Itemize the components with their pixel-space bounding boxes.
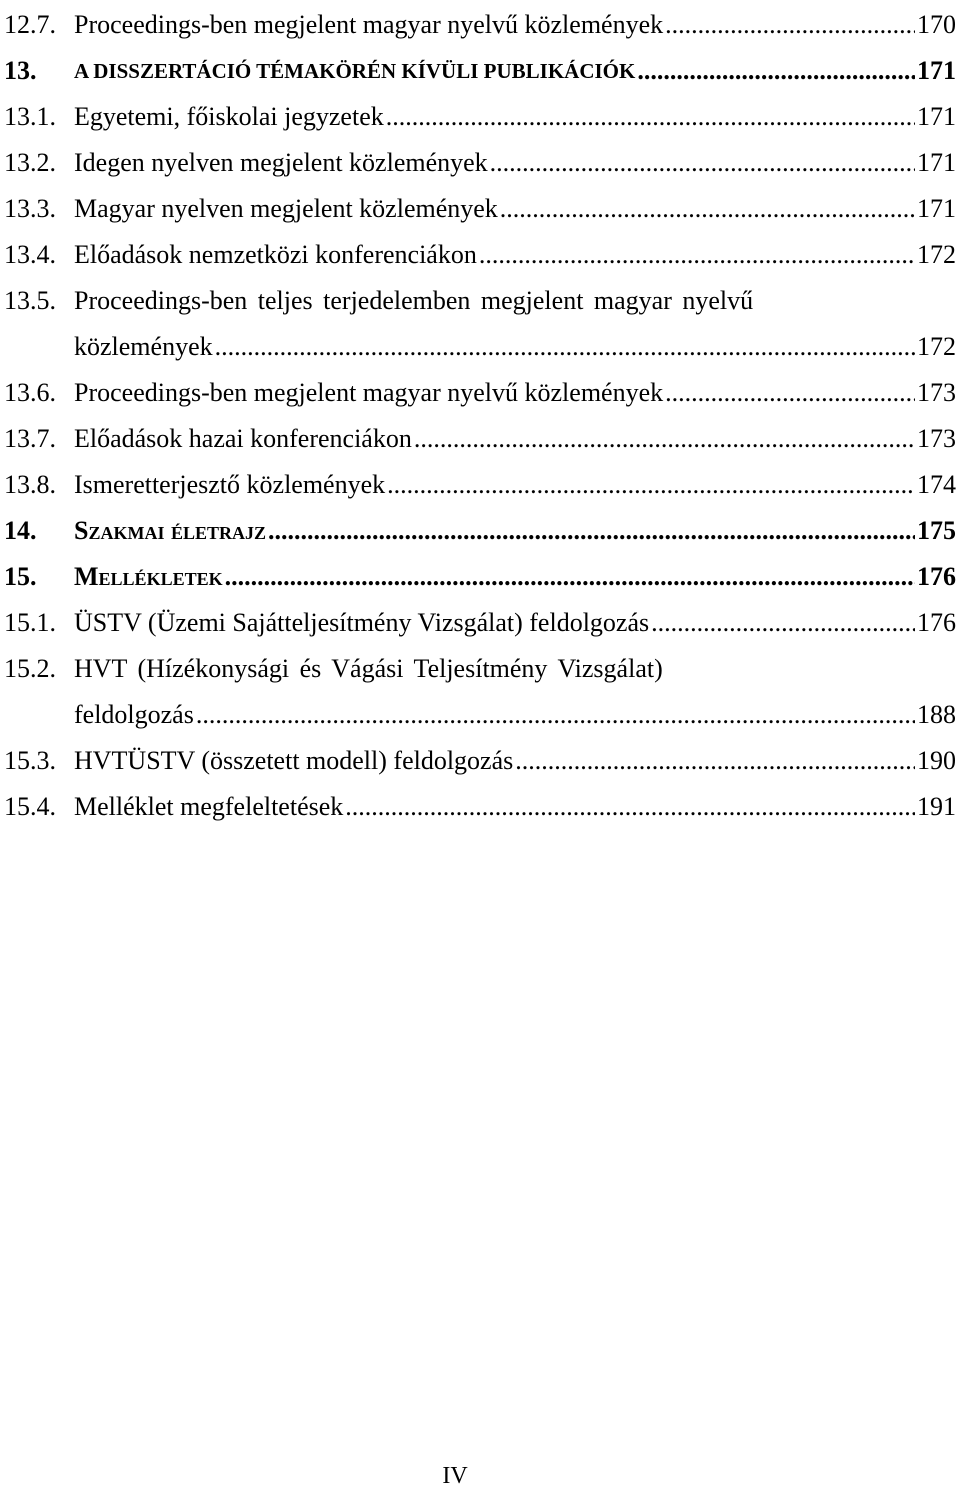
toc-chapter-entry[interactable] xyxy=(4,552,956,598)
toc-entry[interactable] xyxy=(4,184,956,230)
dot-leader xyxy=(665,378,915,408)
dot-leader xyxy=(500,194,915,224)
toc-entry-number: 13.8. xyxy=(4,470,56,499)
toc-entry-title: Idegen nyelven megjelent közlemények xyxy=(74,148,488,177)
toc-entry-title: Szakmai életrajz xyxy=(74,516,266,545)
toc-chapter-entry[interactable] xyxy=(4,46,956,92)
toc-entry-title: Magyar nyelven megjelent közlemények xyxy=(74,194,498,223)
toc-chapter-entry[interactable] xyxy=(4,506,956,552)
toc-entry[interactable] xyxy=(4,736,956,782)
toc-entry-page: 176 xyxy=(917,608,956,637)
dot-leader xyxy=(215,332,915,362)
toc-entry-page: 172 xyxy=(917,240,956,269)
toc-entry-number: 13. xyxy=(4,56,37,85)
dot-leader xyxy=(490,148,915,178)
toc-entry[interactable] xyxy=(4,0,956,46)
toc-entry-page: 171 xyxy=(917,56,956,85)
toc-entry[interactable] xyxy=(4,368,956,414)
toc-entry[interactable] xyxy=(4,782,956,828)
toc-entry-number: 15.3. xyxy=(4,746,56,775)
toc-entry-title-continued: közlemények xyxy=(74,332,213,361)
toc-entry-title: HVTÜSTV (összetett modell) feldolgozás xyxy=(74,746,514,775)
toc-entry[interactable] xyxy=(4,644,956,736)
dot-leader xyxy=(196,700,915,730)
toc-entry-title: ÜSTV (Üzemi Sajátteljesítmény Vizsgálat) feldolgozás xyxy=(74,608,650,637)
dot-leader xyxy=(386,102,915,132)
toc-entry-title: HVT (Hízékonysági és Vágási Teljesítmény Vizsgálat) xyxy=(74,654,663,683)
dot-leader xyxy=(637,56,915,86)
toc-entry-page: 171 xyxy=(917,148,956,177)
page-number: IV xyxy=(442,1463,468,1489)
toc-entry-number: 13.6. xyxy=(4,378,56,407)
toc-entry-number: 13.2. xyxy=(4,148,56,177)
toc-entry-page: 172 xyxy=(917,332,956,361)
toc-entry-number: 15.2. xyxy=(4,654,56,683)
toc-entry-number: 14. xyxy=(4,516,37,545)
toc-entry[interactable] xyxy=(4,598,956,644)
toc-entry-title: Melléklet megfeleltetések xyxy=(74,792,344,821)
toc-entry-page: 171 xyxy=(917,102,956,131)
toc-entry-number: 15.4. xyxy=(4,792,56,821)
toc-entry-number: 15. xyxy=(4,562,37,591)
toc-entry-page: 188 xyxy=(917,700,956,729)
toc-entry-title: Proceedings-ben megjelent magyar nyelvű közlemények xyxy=(74,378,664,407)
toc-entry-title: A DISSZERTÁCIÓ TÉMAKÖRÉN KÍVÜLI PUBLIKÁCIÓK xyxy=(74,59,636,83)
toc-entry-page: 173 xyxy=(917,424,956,453)
toc-entry-page: 171 xyxy=(917,194,956,223)
toc-entry-number: 13.7. xyxy=(4,424,56,453)
dot-leader xyxy=(651,608,915,638)
dot-leader xyxy=(345,792,915,822)
dot-leader xyxy=(515,746,915,776)
toc-entry-title: Mellékletek xyxy=(74,562,223,591)
toc-entry-title: Előadások nemzetközi konferenciákon xyxy=(74,240,477,269)
toc-entry-number: 15.1. xyxy=(4,608,56,637)
toc-entry-title: Egyetemi, főiskolai jegyzetek xyxy=(74,102,384,131)
toc-entry-number: 12.7. xyxy=(4,10,56,39)
toc-entry-title: Előadások hazai konferenciákon xyxy=(74,424,412,453)
toc-entry-page: 191 xyxy=(917,792,956,821)
toc-entry[interactable] xyxy=(4,414,956,460)
table-of-contents xyxy=(4,0,956,828)
toc-entry[interactable] xyxy=(4,138,956,184)
dot-leader xyxy=(387,470,915,500)
dot-leader xyxy=(225,562,915,592)
dot-leader xyxy=(479,240,915,270)
toc-entry[interactable] xyxy=(4,276,956,368)
toc-entry-page: 190 xyxy=(917,746,956,775)
toc-entry[interactable] xyxy=(4,230,956,276)
dot-leader xyxy=(414,424,915,454)
toc-entry-page: 175 xyxy=(917,516,956,545)
toc-entry-number: 13.4. xyxy=(4,240,56,269)
toc-entry-page: 176 xyxy=(917,562,956,591)
dot-leader xyxy=(268,516,915,546)
toc-entry-number: 13.5. xyxy=(4,286,56,315)
toc-entry-page: 174 xyxy=(917,470,956,499)
toc-entry-number: 13.1. xyxy=(4,102,56,131)
toc-entry-title: Proceedings-ben teljes terjedelemben megjelent magyar nyelvű xyxy=(74,286,754,315)
toc-entry-title: Ismeretterjesztő közlemények xyxy=(74,470,386,499)
toc-entry[interactable] xyxy=(4,92,956,138)
dot-leader xyxy=(665,10,915,40)
toc-entry-number: 13.3. xyxy=(4,194,56,223)
toc-entry[interactable] xyxy=(4,460,956,506)
toc-entry-title-continued: feldolgozás xyxy=(74,700,194,729)
toc-entry-page: 170 xyxy=(917,10,956,39)
toc-entry-title: Proceedings-ben megjelent magyar nyelvű közlemények xyxy=(74,10,664,39)
toc-entry-page: 173 xyxy=(917,378,956,407)
